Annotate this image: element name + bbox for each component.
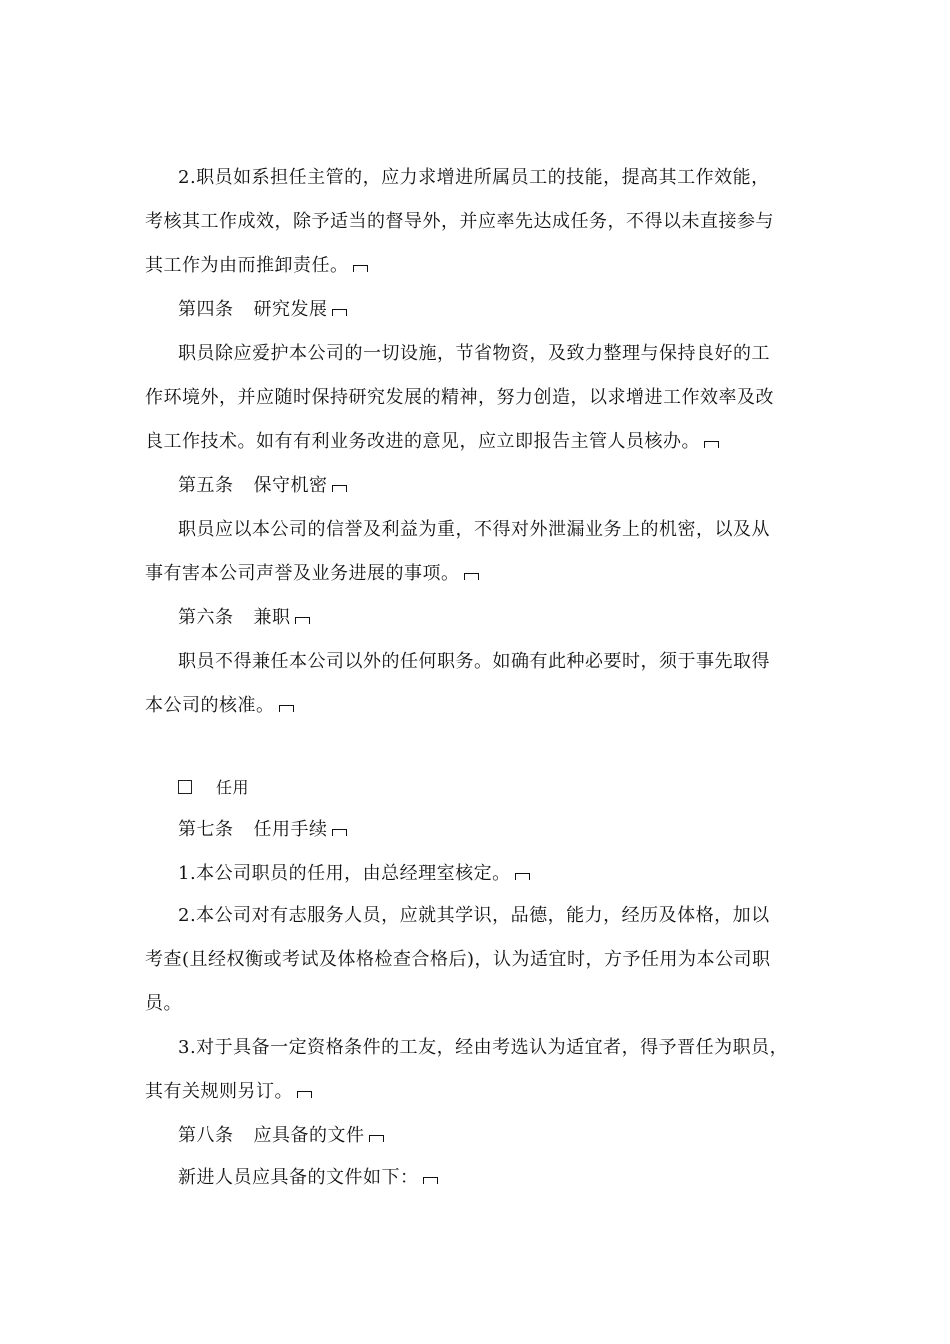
article-heading: 第五条 保守机密 [178,474,347,498]
text-line: 其有关规则另订。 [145,1080,312,1104]
paragraph-mark-icon [369,1135,384,1142]
paragraph-mark-icon [332,309,347,316]
paragraph-mark-icon [279,705,294,712]
text-line: 2.本公司对有志服务人员，应就其学识，品德，能力，经历及体格，加以 [178,905,770,926]
paragraph-mark-icon [332,485,347,492]
text-line: 职员除应爱护本公司的一切设施，节省物资，及致力整理与保持良好的工 [178,343,770,364]
paragraph-mark-icon [515,873,530,880]
text-line: 2.职员如系担任主管的，应力求增进所属员工的技能，提高其工作效能， [178,167,770,188]
article-heading: 第四条 研究发展 [178,298,347,322]
text-line: 新进人员应具备的文件如下： [178,1166,438,1190]
paragraph-mark-icon [464,573,479,580]
text-line: 良工作技术。如有有利业务改进的意见，应立即报告主管人员核办。 [145,430,719,454]
text-line: 作环境外，并应随时保持研究发展的精神，努力创造，以求增进工作效率及改 [145,387,774,408]
text-line: 1.本公司职员的任用，由总经理室核定。 [178,862,530,886]
text-line: 职员不得兼任本公司以外的任何职务。如确有此种必要时，须于事先取得 [178,651,770,672]
text-line: 其工作为由而推卸责任。 [145,254,368,278]
text-line: 3.对于具备一定资格条件的工友，经由考选认为适宜者，得予晋任为职员， [178,1037,789,1058]
paragraph-mark-icon [295,617,310,624]
text-line: 本公司的核准。 [145,694,294,718]
article-heading: 第六条 兼职 [178,606,310,630]
paragraph-mark-icon [423,1177,438,1184]
text-line: 事有害本公司声誉及业务进展的事项。 [145,562,479,586]
text-line: 职员应以本公司的信誉及利益为重，不得对外泄漏业务上的机密，以及从 [178,519,770,540]
article-heading: 第八条 应具备的文件 [178,1124,384,1148]
paragraph-mark-icon [297,1091,312,1098]
text-line: 考核其工作成效，除予适当的督导外，并应率先达成任务，不得以未直接参与 [145,211,774,232]
text-line: 考查(且经权衡或考试及体格检查合格后)，认为适宜时，方予任用为本公司职 [145,949,771,970]
paragraph-mark-icon [332,829,347,836]
checkbox-square-icon [178,780,192,794]
paragraph-mark-icon [704,441,719,448]
article-heading: 第七条 任用手续 [178,818,347,842]
text-line: 员。 [145,993,182,1014]
section-heading: 任用 [178,776,249,800]
paragraph-mark-icon [353,265,368,272]
